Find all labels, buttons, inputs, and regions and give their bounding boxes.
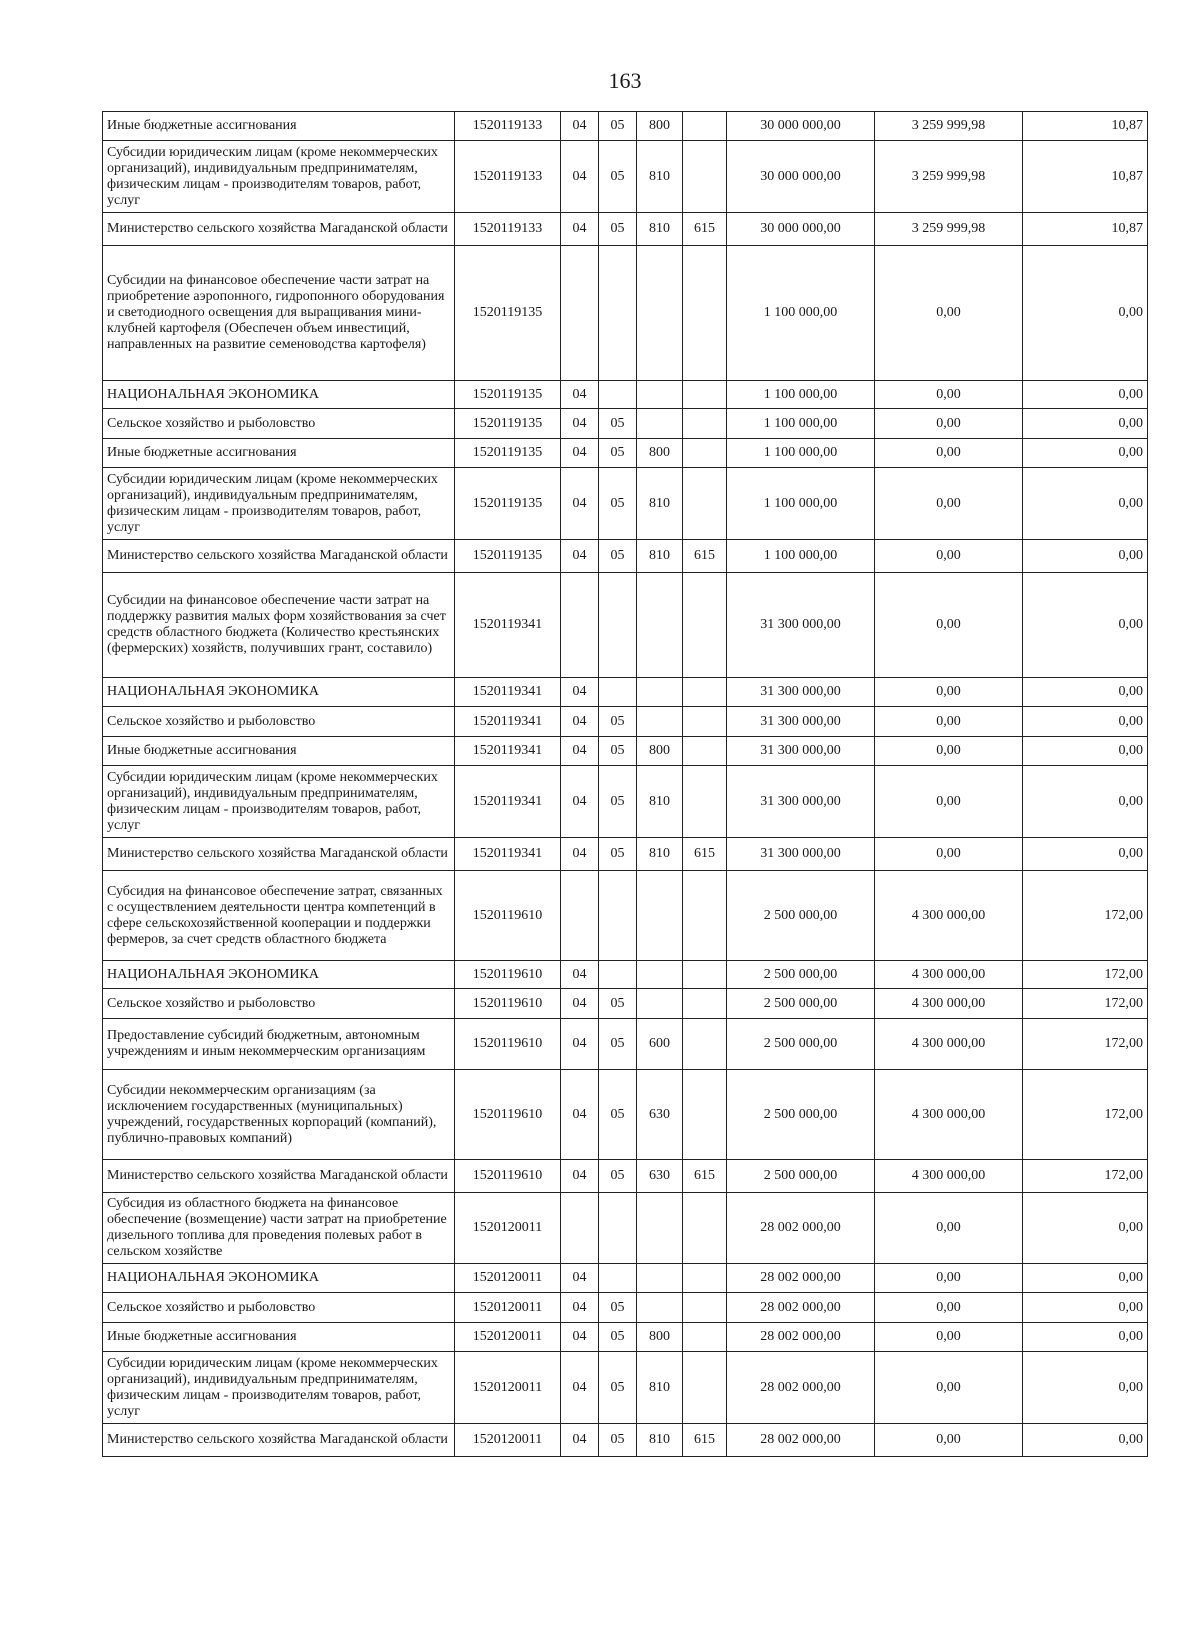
section-cell: 04 xyxy=(561,1323,599,1352)
actual-amount-cell: 0,00 xyxy=(875,381,1023,409)
administrator-cell xyxy=(683,112,727,141)
table-row xyxy=(103,961,1148,989)
planned-amount-cell: 1 100 000,00 xyxy=(727,409,875,439)
administrator-cell xyxy=(683,737,727,766)
planned-amount-cell: 1 100 000,00 xyxy=(727,468,875,540)
expense-type-cell xyxy=(637,246,683,381)
row-name-cell: Сельское хозяйство и рыболовство xyxy=(103,409,455,439)
target-article-cell: 1520119610 xyxy=(455,871,561,961)
row-name-cell: Сельское хозяйство и рыболовство xyxy=(103,989,455,1019)
actual-amount-cell: 0,00 xyxy=(875,707,1023,737)
expense-type-cell: 810 xyxy=(637,141,683,213)
expense-type-cell: 800 xyxy=(637,1323,683,1352)
subsection-cell xyxy=(599,573,637,678)
administrator-cell: 615 xyxy=(683,838,727,871)
subsection-cell: 05 xyxy=(599,707,637,737)
section-cell: 04 xyxy=(561,707,599,737)
section-cell: 04 xyxy=(561,1160,599,1193)
table-row xyxy=(103,409,1148,439)
expense-type-cell: 810 xyxy=(637,468,683,540)
row-name-cell: Предоставление субсидий бюджетным, автономным учреждениям и иным некоммерческим организациям xyxy=(103,1019,455,1070)
subsection-cell: 05 xyxy=(599,112,637,141)
planned-amount-cell: 31 300 000,00 xyxy=(727,766,875,838)
expense-type-cell xyxy=(637,1264,683,1293)
administrator-cell xyxy=(683,246,727,381)
actual-amount-cell: 4 300 000,00 xyxy=(875,989,1023,1019)
row-name-cell: Субсидия из областного бюджета на финансовое обеспечение (возмещение) части затрат на приобретение дизельного топлива для проведения полевых работ в сельском хозяйстве xyxy=(103,1193,455,1264)
planned-amount-cell: 28 002 000,00 xyxy=(727,1352,875,1424)
planned-amount-cell: 2 500 000,00 xyxy=(727,1070,875,1160)
table-row xyxy=(103,1193,1148,1264)
execution-percent-cell: 0,00 xyxy=(1023,766,1148,838)
row-name-cell: Министерство сельского хозяйства Магаданской области xyxy=(103,838,455,871)
expense-type-cell: 810 xyxy=(637,1352,683,1424)
planned-amount-cell: 31 300 000,00 xyxy=(727,707,875,737)
planned-amount-cell: 2 500 000,00 xyxy=(727,871,875,961)
subsection-cell: 05 xyxy=(599,409,637,439)
target-article-cell: 1520119341 xyxy=(455,573,561,678)
planned-amount-cell: 28 002 000,00 xyxy=(727,1424,875,1457)
section-cell: 04 xyxy=(561,1070,599,1160)
section-cell: 04 xyxy=(561,961,599,989)
actual-amount-cell: 4 300 000,00 xyxy=(875,1019,1023,1070)
planned-amount-cell: 31 300 000,00 xyxy=(727,838,875,871)
target-article-cell: 1520119133 xyxy=(455,141,561,213)
table-row xyxy=(103,871,1148,961)
planned-amount-cell: 1 100 000,00 xyxy=(727,381,875,409)
table-row xyxy=(103,439,1148,468)
expense-type-cell xyxy=(637,707,683,737)
administrator-cell xyxy=(683,573,727,678)
subsection-cell: 05 xyxy=(599,1424,637,1457)
table-row xyxy=(103,1070,1148,1160)
planned-amount-cell: 1 100 000,00 xyxy=(727,246,875,381)
target-article-cell: 1520119610 xyxy=(455,1160,561,1193)
subsection-cell xyxy=(599,1193,637,1264)
row-name-cell: Сельское хозяйство и рыболовство xyxy=(103,1293,455,1323)
subsection-cell: 05 xyxy=(599,468,637,540)
row-name-cell: Субсидии на финансовое обеспечение части затрат на поддержку развития малых форм хозяйствования за счет средств областного бюджета (Количество крестьянских (фермерских) хозяйств, получивших грант, составило) xyxy=(103,573,455,678)
planned-amount-cell: 1 100 000,00 xyxy=(727,439,875,468)
subsection-cell xyxy=(599,1264,637,1293)
execution-percent-cell: 0,00 xyxy=(1023,573,1148,678)
execution-percent-cell: 0,00 xyxy=(1023,468,1148,540)
target-article-cell: 1520120011 xyxy=(455,1293,561,1323)
subsection-cell: 05 xyxy=(599,540,637,573)
actual-amount-cell: 0,00 xyxy=(875,1264,1023,1293)
target-article-cell: 1520119341 xyxy=(455,838,561,871)
subsection-cell: 05 xyxy=(599,1070,637,1160)
administrator-cell xyxy=(683,961,727,989)
table-row xyxy=(103,678,1148,707)
row-name-cell: Иные бюджетные ассигнования xyxy=(103,737,455,766)
administrator-cell: 615 xyxy=(683,213,727,246)
execution-percent-cell: 172,00 xyxy=(1023,871,1148,961)
table-row xyxy=(103,737,1148,766)
section-cell xyxy=(561,573,599,678)
administrator-cell xyxy=(683,871,727,961)
execution-percent-cell: 0,00 xyxy=(1023,678,1148,707)
row-name-cell: Субсидии юридическим лицам (кроме некоммерческих организаций), индивидуальным предпринимателям, физическим лицам - производителям товаров, работ, услуг xyxy=(103,141,455,213)
section-cell: 04 xyxy=(561,838,599,871)
row-name-cell: Субсидии юридическим лицам (кроме некоммерческих организаций), индивидуальным предпринимателям, физическим лицам - производителям товаров, работ, услуг xyxy=(103,1352,455,1424)
execution-percent-cell: 0,00 xyxy=(1023,381,1148,409)
section-cell: 04 xyxy=(561,737,599,766)
section-cell: 04 xyxy=(561,439,599,468)
execution-percent-cell: 0,00 xyxy=(1023,1323,1148,1352)
expense-type-cell: 810 xyxy=(637,540,683,573)
table-row xyxy=(103,573,1148,678)
table-row xyxy=(103,213,1148,246)
target-article-cell: 1520119133 xyxy=(455,213,561,246)
expense-type-cell: 800 xyxy=(637,439,683,468)
subsection-cell: 05 xyxy=(599,737,637,766)
subsection-cell xyxy=(599,381,637,409)
row-name-cell: Министерство сельского хозяйства Магаданской области xyxy=(103,540,455,573)
table-row xyxy=(103,112,1148,141)
administrator-cell xyxy=(683,1323,727,1352)
subsection-cell: 05 xyxy=(599,838,637,871)
expense-type-cell: 810 xyxy=(637,838,683,871)
section-cell: 04 xyxy=(561,1019,599,1070)
administrator-cell: 615 xyxy=(683,1424,727,1457)
expense-type-cell xyxy=(637,989,683,1019)
target-article-cell: 1520120011 xyxy=(455,1323,561,1352)
table-row xyxy=(103,1352,1148,1424)
actual-amount-cell: 3 259 999,98 xyxy=(875,213,1023,246)
actual-amount-cell: 0,00 xyxy=(875,678,1023,707)
table-body xyxy=(103,112,1148,1457)
expense-type-cell: 810 xyxy=(637,766,683,838)
section-cell: 04 xyxy=(561,540,599,573)
target-article-cell: 1520119135 xyxy=(455,468,561,540)
planned-amount-cell: 2 500 000,00 xyxy=(727,1160,875,1193)
actual-amount-cell: 0,00 xyxy=(875,737,1023,766)
subsection-cell: 05 xyxy=(599,1293,637,1323)
target-article-cell: 1520120011 xyxy=(455,1424,561,1457)
table-row xyxy=(103,141,1148,213)
administrator-cell xyxy=(683,1293,727,1323)
table-row xyxy=(103,1160,1148,1193)
expense-type-cell xyxy=(637,678,683,707)
administrator-cell xyxy=(683,678,727,707)
table-row xyxy=(103,1019,1148,1070)
planned-amount-cell: 1 100 000,00 xyxy=(727,540,875,573)
administrator-cell: 615 xyxy=(683,1160,727,1193)
execution-percent-cell: 0,00 xyxy=(1023,737,1148,766)
execution-percent-cell: 0,00 xyxy=(1023,439,1148,468)
row-name-cell: Субсидии юридическим лицам (кроме некоммерческих организаций), индивидуальным предпринимателям, физическим лицам - производителям товаров, работ, услуг xyxy=(103,766,455,838)
planned-amount-cell: 31 300 000,00 xyxy=(727,737,875,766)
execution-percent-cell: 0,00 xyxy=(1023,409,1148,439)
subsection-cell: 05 xyxy=(599,1019,637,1070)
subsection-cell: 05 xyxy=(599,141,637,213)
administrator-cell xyxy=(683,439,727,468)
section-cell: 04 xyxy=(561,678,599,707)
execution-percent-cell: 0,00 xyxy=(1023,1193,1148,1264)
section-cell xyxy=(561,871,599,961)
actual-amount-cell: 0,00 xyxy=(875,439,1023,468)
actual-amount-cell: 0,00 xyxy=(875,1293,1023,1323)
target-article-cell: 1520119341 xyxy=(455,766,561,838)
actual-amount-cell: 4 300 000,00 xyxy=(875,871,1023,961)
execution-percent-cell: 0,00 xyxy=(1023,540,1148,573)
target-article-cell: 1520119135 xyxy=(455,409,561,439)
planned-amount-cell: 28 002 000,00 xyxy=(727,1264,875,1293)
execution-percent-cell: 0,00 xyxy=(1023,246,1148,381)
expense-type-cell: 630 xyxy=(637,1160,683,1193)
target-article-cell: 1520119610 xyxy=(455,1070,561,1160)
section-cell: 04 xyxy=(561,213,599,246)
administrator-cell xyxy=(683,141,727,213)
administrator-cell xyxy=(683,1264,727,1293)
subsection-cell: 05 xyxy=(599,439,637,468)
target-article-cell: 1520119133 xyxy=(455,112,561,141)
administrator-cell xyxy=(683,1193,727,1264)
actual-amount-cell: 0,00 xyxy=(875,1424,1023,1457)
expense-type-cell xyxy=(637,871,683,961)
execution-percent-cell: 0,00 xyxy=(1023,1352,1148,1424)
administrator-cell xyxy=(683,409,727,439)
execution-percent-cell: 172,00 xyxy=(1023,1160,1148,1193)
execution-percent-cell: 0,00 xyxy=(1023,838,1148,871)
actual-amount-cell: 4 300 000,00 xyxy=(875,1070,1023,1160)
target-article-cell: 1520119135 xyxy=(455,439,561,468)
planned-amount-cell: 30 000 000,00 xyxy=(727,213,875,246)
target-article-cell: 1520119135 xyxy=(455,381,561,409)
planned-amount-cell: 28 002 000,00 xyxy=(727,1193,875,1264)
table-row xyxy=(103,989,1148,1019)
actual-amount-cell: 0,00 xyxy=(875,766,1023,838)
section-cell xyxy=(561,246,599,381)
section-cell: 04 xyxy=(561,141,599,213)
expense-type-cell: 630 xyxy=(637,1070,683,1160)
administrator-cell xyxy=(683,468,727,540)
actual-amount-cell: 4 300 000,00 xyxy=(875,961,1023,989)
target-article-cell: 1520119135 xyxy=(455,540,561,573)
planned-amount-cell: 2 500 000,00 xyxy=(727,961,875,989)
row-name-cell: НАЦИОНАЛЬНАЯ ЭКОНОМИКА xyxy=(103,381,455,409)
execution-percent-cell: 0,00 xyxy=(1023,707,1148,737)
row-name-cell: Министерство сельского хозяйства Магаданской области xyxy=(103,1424,455,1457)
section-cell: 04 xyxy=(561,989,599,1019)
target-article-cell: 1520119610 xyxy=(455,1019,561,1070)
actual-amount-cell: 0,00 xyxy=(875,838,1023,871)
target-article-cell: 1520120011 xyxy=(455,1264,561,1293)
subsection-cell: 05 xyxy=(599,1160,637,1193)
administrator-cell: 615 xyxy=(683,540,727,573)
table-row xyxy=(103,381,1148,409)
table-row xyxy=(103,707,1148,737)
execution-percent-cell: 172,00 xyxy=(1023,961,1148,989)
planned-amount-cell: 31 300 000,00 xyxy=(727,573,875,678)
section-cell: 04 xyxy=(561,112,599,141)
actual-amount-cell: 0,00 xyxy=(875,246,1023,381)
row-name-cell: Министерство сельского хозяйства Магаданской области xyxy=(103,1160,455,1193)
subsection-cell: 05 xyxy=(599,766,637,838)
expense-type-cell xyxy=(637,381,683,409)
actual-amount-cell: 0,00 xyxy=(875,409,1023,439)
row-name-cell: Иные бюджетные ассигнования xyxy=(103,439,455,468)
target-article-cell: 1520119610 xyxy=(455,961,561,989)
section-cell: 04 xyxy=(561,1293,599,1323)
actual-amount-cell: 0,00 xyxy=(875,1352,1023,1424)
administrator-cell xyxy=(683,1070,727,1160)
expense-type-cell: 800 xyxy=(637,737,683,766)
section-cell: 04 xyxy=(561,1424,599,1457)
expense-type-cell xyxy=(637,961,683,989)
administrator-cell xyxy=(683,1352,727,1424)
target-article-cell: 1520120011 xyxy=(455,1352,561,1424)
execution-percent-cell: 172,00 xyxy=(1023,989,1148,1019)
row-name-cell: Иные бюджетные ассигнования xyxy=(103,112,455,141)
subsection-cell: 05 xyxy=(599,1352,637,1424)
row-name-cell: Субсидии на финансовое обеспечение части затрат на приобретение аэропонного, гидропонного оборудования и светодиодного освещения для выращивания мини-клубней картофеля (Обеспечен объем инвестиций, направленных на развитие семеноводства картофеля) xyxy=(103,246,455,381)
execution-percent-cell: 172,00 xyxy=(1023,1070,1148,1160)
section-cell: 04 xyxy=(561,381,599,409)
actual-amount-cell: 0,00 xyxy=(875,540,1023,573)
execution-percent-cell: 0,00 xyxy=(1023,1424,1148,1457)
execution-percent-cell: 10,87 xyxy=(1023,141,1148,213)
actual-amount-cell: 3 259 999,98 xyxy=(875,112,1023,141)
subsection-cell: 05 xyxy=(599,989,637,1019)
row-name-cell: Субсидии юридическим лицам (кроме некоммерческих организаций), индивидуальным предпринимателям, физическим лицам - производителям товаров, работ, услуг xyxy=(103,468,455,540)
subsection-cell: 05 xyxy=(599,1323,637,1352)
subsection-cell xyxy=(599,961,637,989)
row-name-cell: Сельское хозяйство и рыболовство xyxy=(103,707,455,737)
expense-type-cell xyxy=(637,573,683,678)
subsection-cell xyxy=(599,871,637,961)
section-cell: 04 xyxy=(561,1264,599,1293)
planned-amount-cell: 2 500 000,00 xyxy=(727,1019,875,1070)
row-name-cell: Иные бюджетные ассигнования xyxy=(103,1323,455,1352)
subsection-cell: 05 xyxy=(599,213,637,246)
planned-amount-cell: 2 500 000,00 xyxy=(727,989,875,1019)
planned-amount-cell: 31 300 000,00 xyxy=(727,678,875,707)
table-row xyxy=(103,1293,1148,1323)
execution-percent-cell: 172,00 xyxy=(1023,1019,1148,1070)
table-row xyxy=(103,838,1148,871)
table-row xyxy=(103,540,1148,573)
section-cell: 04 xyxy=(561,409,599,439)
execution-percent-cell: 0,00 xyxy=(1023,1293,1148,1323)
actual-amount-cell: 3 259 999,98 xyxy=(875,141,1023,213)
table-row xyxy=(103,766,1148,838)
actual-amount-cell: 0,00 xyxy=(875,573,1023,678)
row-name-cell: Министерство сельского хозяйства Магаданской области xyxy=(103,213,455,246)
row-name-cell: Субсидии некоммерческим организациям (за исключением государственных (муниципальных) учреждений, государственных корпораций (компаний), публично-правовых компаний) xyxy=(103,1070,455,1160)
expense-type-cell xyxy=(637,1193,683,1264)
actual-amount-cell: 4 300 000,00 xyxy=(875,1160,1023,1193)
table-row xyxy=(103,246,1148,381)
section-cell: 04 xyxy=(561,468,599,540)
expense-type-cell: 600 xyxy=(637,1019,683,1070)
target-article-cell: 1520119610 xyxy=(455,989,561,1019)
subsection-cell xyxy=(599,246,637,381)
planned-amount-cell: 28 002 000,00 xyxy=(727,1293,875,1323)
section-cell: 04 xyxy=(561,1352,599,1424)
expense-type-cell: 810 xyxy=(637,1424,683,1457)
target-article-cell: 1520119341 xyxy=(455,737,561,766)
table-row xyxy=(103,1323,1148,1352)
target-article-cell: 1520119341 xyxy=(455,678,561,707)
budget-table xyxy=(102,111,1148,1457)
planned-amount-cell: 28 002 000,00 xyxy=(727,1323,875,1352)
row-name-cell: НАЦИОНАЛЬНАЯ ЭКОНОМИКА xyxy=(103,1264,455,1293)
expense-type-cell xyxy=(637,409,683,439)
target-article-cell: 1520120011 xyxy=(455,1193,561,1264)
expense-type-cell xyxy=(637,1293,683,1323)
target-article-cell: 1520119341 xyxy=(455,707,561,737)
row-name-cell: Субсидия на финансовое обеспечение затрат, связанных с осуществлением деятельности центра компетенций в сфере сельскохозяйственной кооперации и поддержки фермеров, за счет средств областного бюджета xyxy=(103,871,455,961)
execution-percent-cell: 10,87 xyxy=(1023,213,1148,246)
subsection-cell xyxy=(599,678,637,707)
section-cell xyxy=(561,1193,599,1264)
actual-amount-cell: 0,00 xyxy=(875,1323,1023,1352)
expense-type-cell: 800 xyxy=(637,112,683,141)
actual-amount-cell: 0,00 xyxy=(875,468,1023,540)
administrator-cell xyxy=(683,1019,727,1070)
administrator-cell xyxy=(683,707,727,737)
section-cell: 04 xyxy=(561,766,599,838)
page-number: 163 xyxy=(608,68,642,93)
expense-type-cell: 810 xyxy=(637,213,683,246)
planned-amount-cell: 30 000 000,00 xyxy=(727,112,875,141)
planned-amount-cell: 30 000 000,00 xyxy=(727,141,875,213)
row-name-cell: НАЦИОНАЛЬНАЯ ЭКОНОМИКА xyxy=(103,678,455,707)
administrator-cell xyxy=(683,381,727,409)
execution-percent-cell: 10,87 xyxy=(1023,112,1148,141)
administrator-cell xyxy=(683,766,727,838)
table-row xyxy=(103,1424,1148,1457)
execution-percent-cell: 0,00 xyxy=(1023,1264,1148,1293)
table-row xyxy=(103,1264,1148,1293)
table-row xyxy=(103,468,1148,540)
target-article-cell: 1520119135 xyxy=(455,246,561,381)
row-name-cell: НАЦИОНАЛЬНАЯ ЭКОНОМИКА xyxy=(103,961,455,989)
actual-amount-cell: 0,00 xyxy=(875,1193,1023,1264)
administrator-cell xyxy=(683,989,727,1019)
